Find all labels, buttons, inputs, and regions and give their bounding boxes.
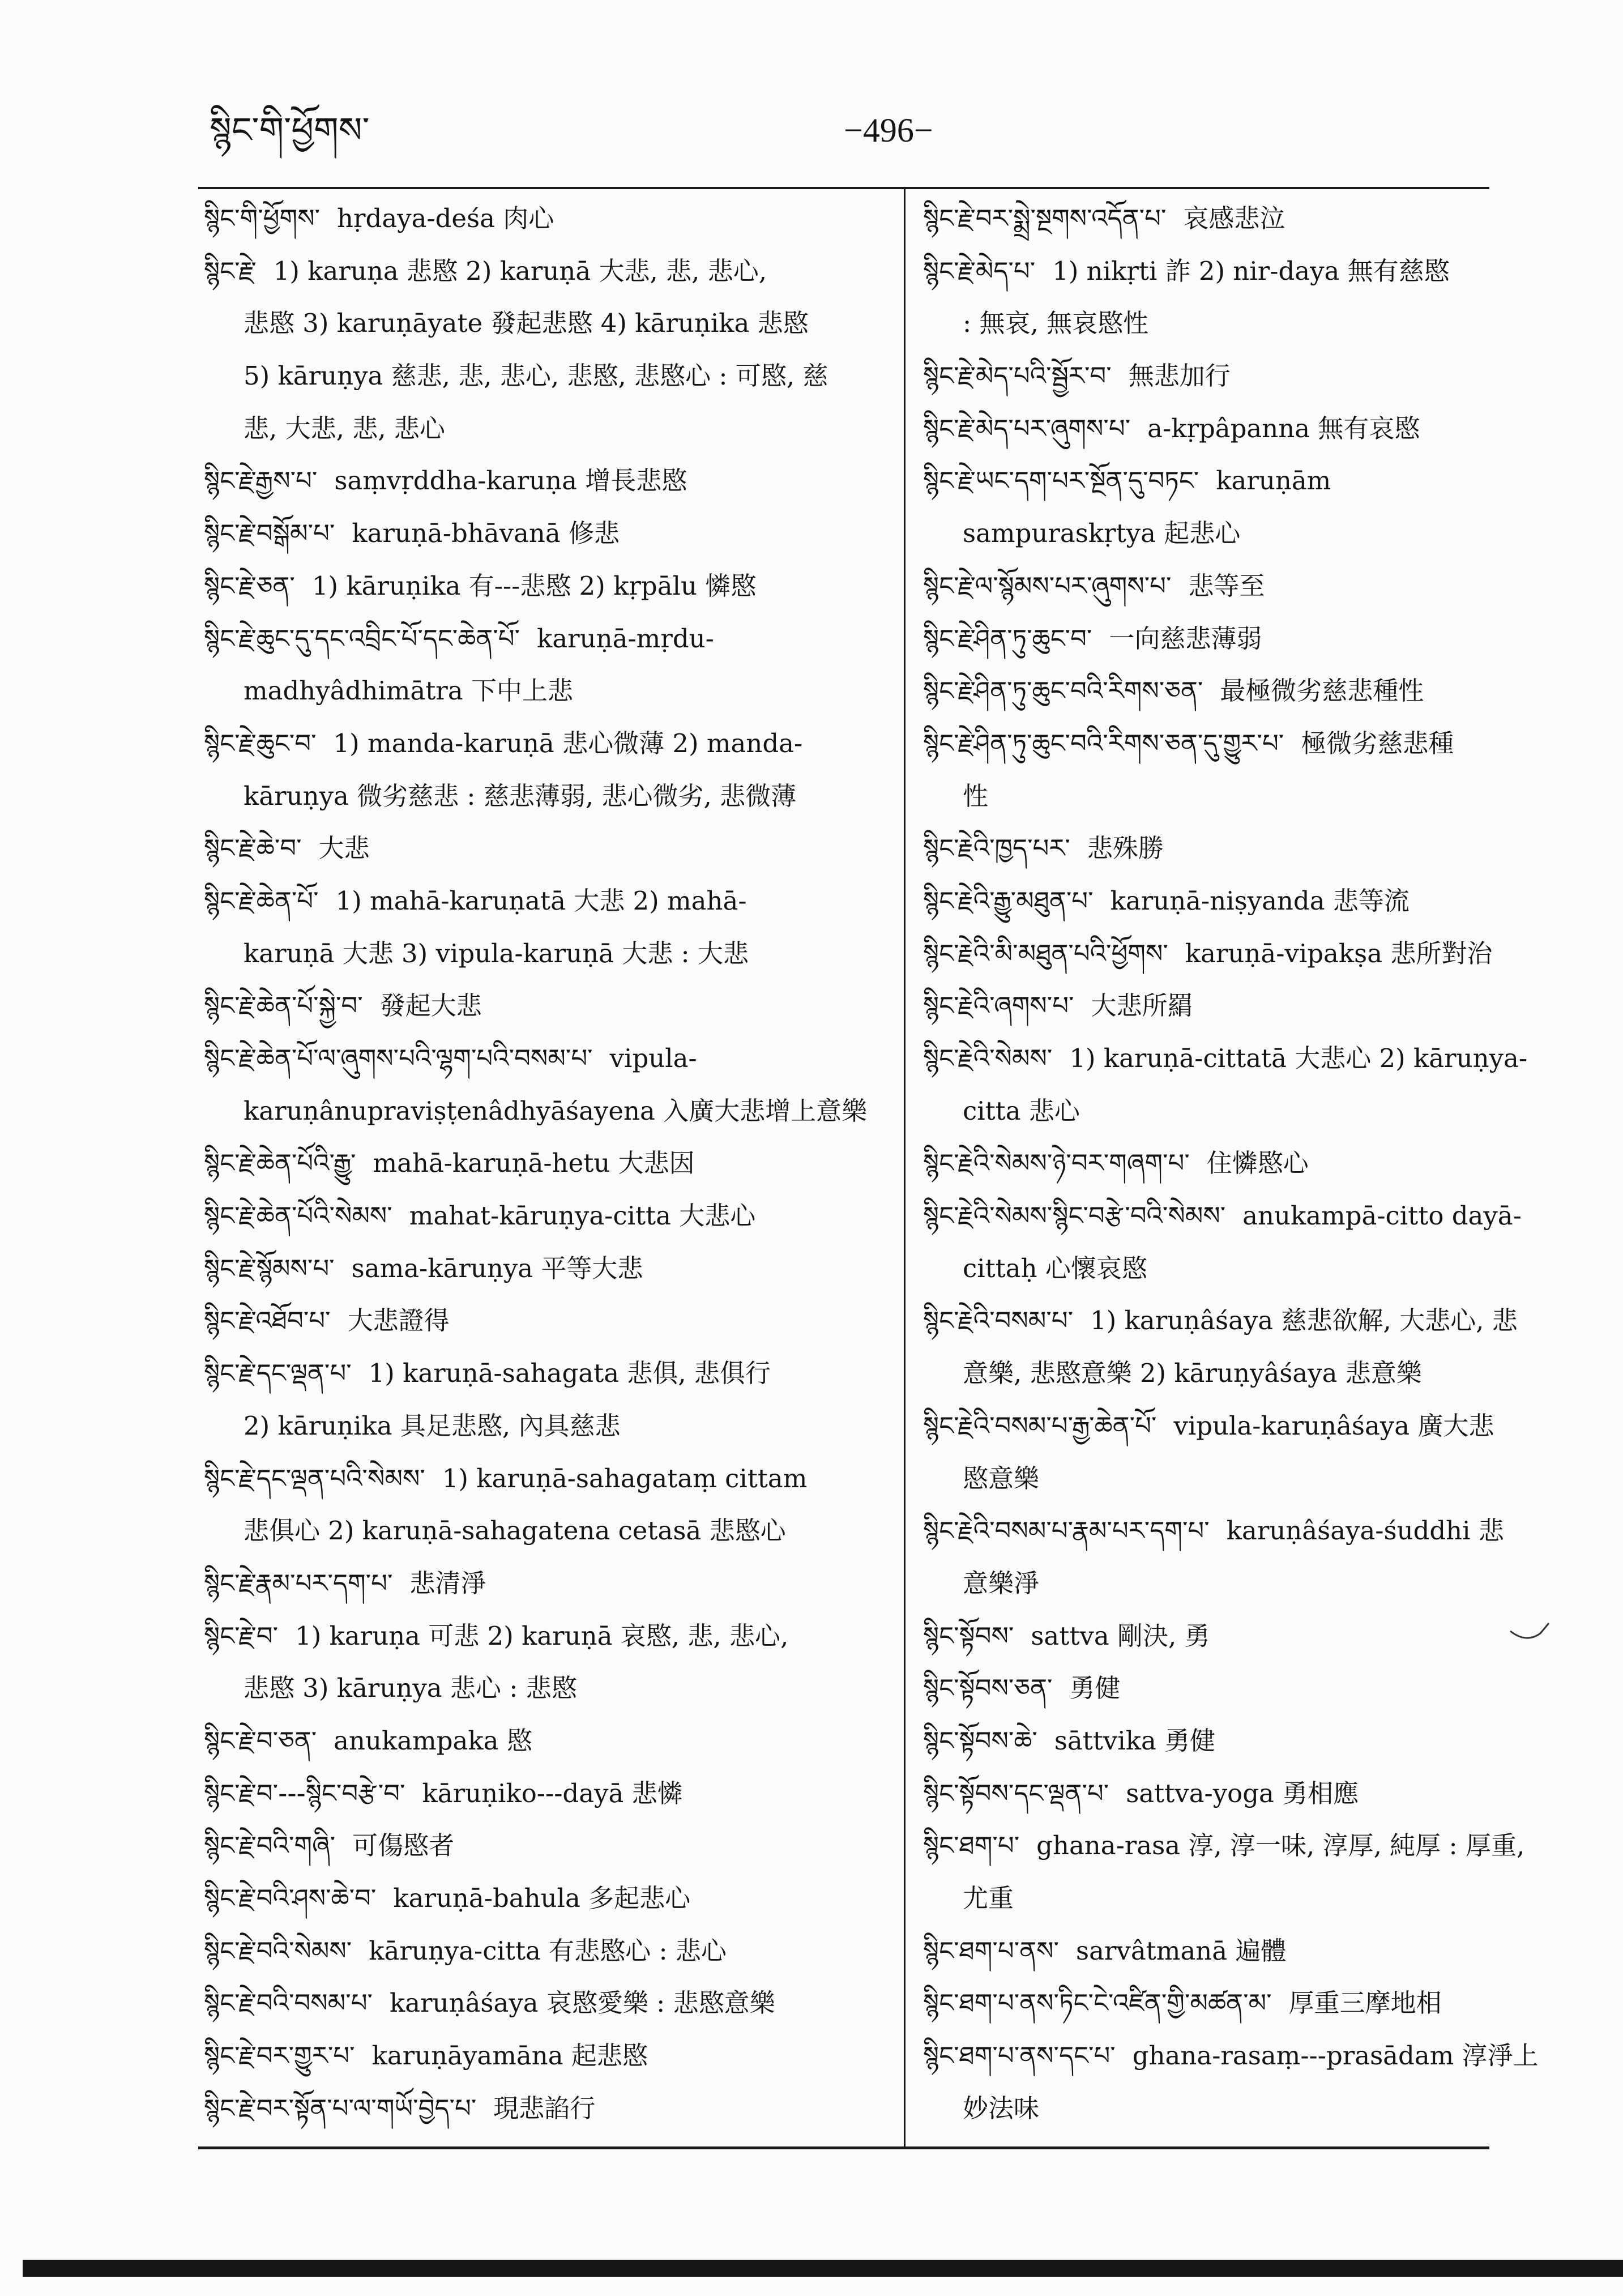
tibetan-headword: སྙིང་རྗེ་བ་---སྙིང་བརྩེ་བ་: [204, 1778, 405, 1808]
header-rule: [198, 187, 1489, 189]
entry-gloss: karuṇâśaya 哀愍愛樂 : 悲愍意樂: [390, 1988, 775, 2018]
entry-gloss: 1) kāruṇika 有---悲愍 2) kṛpālu 憐愍: [311, 570, 757, 601]
tibetan-headword: སྙིང་རྗེ་མེད་པའི་སྦྱོར་བ་: [923, 361, 1112, 391]
tibetan-headword: སྙིང་རྗེའི་མི་མཐུན་པའི་ཕྱོགས་: [923, 938, 1168, 968]
tibetan-headword: སྙིང་རྗེ་བར་སྨྲེ་སྔགས་འདོན་པ་: [923, 203, 1167, 233]
dictionary-entry: [204, 1137, 883, 1190]
dictionary-entry: [923, 1662, 1608, 1715]
dictionary-entry: [923, 455, 1608, 507]
entry-gloss: 悲殊勝: [1087, 833, 1164, 864]
tibetan-headword: སྙིང་རྗེ་དང་ལྡན་པ་: [204, 1358, 352, 1389]
dictionary-entry: [923, 1977, 1608, 2030]
entry-gloss: vipula-karuṇâśaya 廣大悲: [1173, 1410, 1494, 1441]
entry-gloss: 1) karuṇâśaya 慈悲欲解, 大悲心, 悲: [1090, 1305, 1518, 1336]
entry-gloss: 愍意樂: [963, 1463, 1040, 1493]
entry-gloss: hṛdaya-deśa 肉心: [337, 203, 554, 233]
entry-gloss: ghana-rasa 淳, 淳一味, 淳厚, 純厚 : 厚重,: [1036, 1830, 1525, 1861]
entry-gloss: 5) kāruṇya 慈悲, 悲, 悲心, 悲愍, 悲愍心 : 可愍, 慈: [244, 361, 828, 391]
entry-continuation: [204, 770, 883, 823]
tibetan-headword: སྙིང་རྗེ་ཅན་: [204, 570, 295, 601]
tibetan-headword: སྙིང་རྗེ་བསྒོམ་པ་: [204, 518, 335, 549]
dictionary-entry: [204, 560, 883, 613]
entry-gloss: 1) karuṇa 悲愍 2) karuṇā 大悲, 悲, 悲心,: [273, 255, 767, 286]
entry-continuation: [923, 1453, 1608, 1505]
entry-gloss: sattva 剛決, 勇: [1031, 1620, 1210, 1651]
tibetan-headword: སྙིང་རྗེ་བའི་བསམ་པ་: [204, 1988, 373, 2018]
dictionary-entry: [204, 980, 883, 1032]
entry-gloss: 悲, 大悲, 悲, 悲心: [244, 413, 445, 443]
tibetan-headword: སྙིང་རྗེ་རྒྱས་པ་: [204, 466, 318, 496]
entry-gloss: 大悲證得: [347, 1305, 450, 1336]
entry-gloss: 尤重: [963, 1883, 1014, 1913]
entry-gloss: 2) kāruṇika 具足悲愍, 內具慈悲: [244, 1410, 621, 1441]
entry-continuation: [204, 665, 883, 718]
dictionary-entry: [204, 1295, 883, 1347]
dictionary-entry: [204, 245, 883, 298]
dictionary-entry: [923, 1505, 1608, 1557]
entry-gloss: karuṇāyamāna 起悲愍: [371, 2041, 648, 2071]
entry-continuation: [923, 1872, 1608, 1925]
entry-gloss: cittaḥ 心懷哀愍: [963, 1253, 1147, 1283]
tibetan-headword: སྙིང་རྗེའི་ཞགས་པ་: [923, 991, 1074, 1021]
dictionary-entry: [204, 718, 883, 770]
entry-continuation: [204, 403, 883, 455]
tibetan-headword: སྙིང་རྗེ་འཐོབ་པ་: [204, 1305, 331, 1336]
dictionary-entry: [923, 980, 1608, 1032]
dictionary-entry: [923, 1137, 1608, 1190]
entry-gloss: 無悲加行: [1128, 361, 1231, 391]
entry-gloss: 悲等至: [1188, 570, 1265, 601]
dictionary-entry: [923, 1820, 1608, 1872]
dictionary-entry: [923, 2030, 1608, 2082]
entry-gloss: madhyâdhimātra 下中上悲: [244, 676, 573, 706]
dictionary-entry: [923, 560, 1608, 613]
entry-gloss: mahat-kāruṇya-citta 大悲心: [409, 1201, 756, 1231]
tibetan-headword: སྙིང་སྟོབས་ཆེ་: [923, 1725, 1037, 1756]
dictionary-entry: [204, 613, 883, 665]
right-column: [923, 193, 1608, 2135]
tibetan-headword: སྙིང་རྗེ་ཤིན་ཏུ་ཆུང་བའི་རིགས་ཅན་: [923, 676, 1203, 706]
tibetan-headword: སྙིང་སྟོབས་ཅན་: [923, 1673, 1053, 1704]
tibetan-headword: སྙིང་རྗེ་བའི་སེམས་: [204, 1935, 352, 1966]
dictionary-entry: [204, 193, 883, 245]
entry-gloss: 悲愍 3) karuṇāyate 發起悲愍 4) kāruṇika 悲愍: [244, 308, 809, 339]
dictionary-entry: [204, 1453, 883, 1505]
tibetan-headword: སྙིང་རྗེ་རྣམ་པར་དག་པ་: [204, 1568, 393, 1598]
dictionary-entry: [204, 1925, 883, 1978]
entry-gloss: karuṇâśaya-śuddhi 悲: [1226, 1516, 1504, 1546]
entry-gloss: 1) karuṇā-sahagata 悲俱, 悲俱行: [368, 1358, 771, 1389]
dictionary-entry: [204, 875, 883, 928]
entry-gloss: mahā-karuṇā-hetu 大悲因: [373, 1148, 695, 1179]
tibetan-headword: སྙིང་རྗེ་བའི་གཞི་: [204, 1830, 336, 1861]
tibetan-headword: སྙིང་རྗེ་དང་ལྡན་པའི་སེམས་: [204, 1463, 425, 1493]
entry-gloss: 哀感悲泣: [1183, 203, 1285, 233]
tibetan-headword: སྙིང་གི་ཕྱོགས་: [204, 203, 321, 233]
entry-gloss: anukampaka 愍: [334, 1725, 532, 1756]
dictionary-entry: [204, 1190, 883, 1243]
entry-continuation: [923, 507, 1608, 560]
tibetan-headword: སྙིང་རྗེ་ཆུང་བ་: [204, 728, 317, 758]
footer-rule: [198, 2146, 1489, 2149]
entry-gloss: karuṇā-vipakṣa 悲所對治: [1185, 938, 1493, 968]
dictionary-entry: [204, 1715, 883, 1768]
dictionary-entry: [923, 1190, 1608, 1243]
dictionary-entry: [204, 822, 883, 875]
entry-continuation: [923, 1243, 1608, 1295]
entry-gloss: karuṇânupraviṣṭenâdhyāśayena 入廣大悲增上意樂: [244, 1095, 868, 1126]
entry-gloss: 1) karuṇa 可悲 2) karuṇā 哀愍, 悲, 悲心,: [295, 1620, 789, 1651]
dictionary-entry: [204, 1977, 883, 2030]
entry-gloss: karuṇām: [1216, 466, 1331, 496]
entry-gloss: 性: [963, 780, 989, 811]
entry-gloss: karuṇā-mṛdu-: [537, 623, 714, 654]
entry-gloss: kāruṇiko---dayā 悲憐: [422, 1778, 683, 1808]
tibetan-headword: སྙིང་རྗེ་ཤིན་ཏུ་ཆུང་བའི་རིགས་ཅན་དུ་གྱུར་པ་: [923, 728, 1284, 758]
entry-gloss: vipula-: [609, 1043, 697, 1073]
tibetan-headword: སྙིང་རྗེ་ཆེན་པོའི་རྒྱུ་: [204, 1148, 356, 1179]
tibetan-headword: སྙིང་རྗེ་ལ་སྙོམས་པར་ཞུགས་པ་: [923, 570, 1172, 601]
dictionary-entry: [204, 1872, 883, 1925]
dictionary-entry: [204, 1557, 883, 1610]
entry-gloss: saṃvṛddha-karuṇa 增長悲愍: [334, 466, 687, 496]
tibetan-headword: སྙིང་རྗེ་བ་: [204, 1620, 279, 1651]
entry-gloss: 極微劣慈悲種: [1301, 728, 1454, 758]
tibetan-headword: སྙིང་ཐག་པ་ནས་ཏིང་ངེ་འཛིན་གྱི་མཚན་མ་: [923, 1988, 1272, 2018]
pencil-mark-icon: [1509, 1620, 1554, 1642]
dictionary-entry: [204, 1032, 883, 1085]
entry-gloss: 意樂, 悲愍意樂 2) kāruṇyâśaya 悲意樂: [963, 1358, 1422, 1389]
tibetan-headword: སྙིང་ཐག་པ་ནས་དང་པ་: [923, 2041, 1116, 2071]
dictionary-entry: [923, 403, 1608, 455]
entry-gloss: 大悲所羂: [1091, 991, 1193, 1021]
entry-gloss: kāruṇya 微劣慈悲 : 慈悲薄弱, 悲心微劣, 悲微薄: [244, 780, 797, 811]
dictionary-entry: [204, 1610, 883, 1663]
tibetan-headword: སྙིང་རྗེ་སྙོམས་པ་: [204, 1253, 335, 1283]
entry-gloss: karuṇā-niṣyanda 悲等流: [1110, 885, 1410, 916]
entry-gloss: 1) nikṛti 詐 2) nir-daya 無有慈愍: [1052, 255, 1450, 286]
tibetan-headword: སྙིང་རྗེ་བར་སྟོན་པ་ལ་གཡོ་བྱེད་པ་: [204, 2093, 477, 2123]
dictionary-entry: [923, 718, 1608, 770]
entry-gloss: sarvâtmanā 遍體: [1076, 1935, 1287, 1966]
entry-gloss: 發起大悲: [379, 991, 482, 1021]
entry-continuation: [923, 2082, 1608, 2135]
left-column: [204, 193, 883, 2135]
entry-gloss: a-kṛpâpanna 無有哀愍: [1147, 413, 1420, 443]
entry-gloss: 住憐愍心: [1206, 1148, 1309, 1179]
tibetan-headword: སྙིང་རྗེའི་སེམས་: [923, 1043, 1053, 1073]
tibetan-headword: སྙིང་རྗེ་: [204, 255, 257, 286]
tibetan-headword: སྙིང་རྗེ་མེད་པ་: [923, 255, 1036, 286]
tibetan-headword: སྙིང་རྗེའི་སེམས་ཉེ་བར་གཞག་པ་: [923, 1148, 1190, 1179]
entry-gloss: 妙法味: [963, 2093, 1040, 2123]
entry-continuation: [204, 1505, 883, 1557]
entry-gloss: 悲俱心 2) karuṇā-sahagatena cetasā 悲愍心: [244, 1516, 786, 1546]
entry-gloss: : 無哀, 無哀愍性: [963, 308, 1149, 339]
tibetan-headword: སྙིང་རྗེ་ཆེན་པོ་ལ་ཞུགས་པའི་ལྷག་པའི་བསམ་པ་: [204, 1043, 593, 1073]
dictionary-entry: [923, 875, 1608, 928]
entry-gloss: 悲清淨: [409, 1568, 486, 1598]
entry-gloss: citta 悲心: [963, 1095, 1080, 1126]
entry-gloss: karuṇā-bhāvanā 修悲: [352, 518, 620, 549]
entry-continuation: [923, 1347, 1608, 1400]
page-number: −496−: [844, 112, 933, 149]
dictionary-entry: [923, 665, 1608, 718]
dictionary-entry: [923, 1768, 1608, 1820]
entry-gloss: karuṇā 大悲 3) vipula-karuṇā 大悲 : 大悲: [244, 938, 749, 968]
entry-gloss: 最極微劣慈悲種性: [1220, 676, 1424, 706]
entry-continuation: [204, 1662, 883, 1715]
dictionary-entry: [923, 613, 1608, 665]
entry-gloss: 1) karuṇā-cittatā 大悲心 2) kāruṇya-: [1069, 1043, 1528, 1073]
dictionary-entry: [923, 822, 1608, 875]
entry-gloss: sampuraskṛtya 起悲心: [963, 518, 1241, 549]
entry-gloss: 厚重三摩地相: [1288, 1988, 1442, 2018]
tibetan-headword: སྙིང་རྗེའི་སེམས་སྙིང་བརྩེ་བའི་སེམས་: [923, 1201, 1226, 1231]
tibetan-headword: སྙིང་རྗེའི་བསམ་པ་: [923, 1305, 1074, 1336]
entry-continuation: [204, 1400, 883, 1453]
dictionary-entry: [204, 455, 883, 507]
tibetan-headword: སྙིང་རྗེ་བར་གྱུར་པ་: [204, 2041, 355, 2071]
entry-continuation: [204, 297, 883, 350]
entry-continuation: [204, 928, 883, 980]
tibetan-headword: སྙིང་རྗེའི་བསམ་པ་རྒྱ་ཆེན་པོ་: [923, 1410, 1157, 1441]
tibetan-headword: སྙིང་སྟོབས་: [923, 1620, 1014, 1651]
tibetan-headword: སྙིང་རྗེ་ཆེ་བ་: [204, 833, 302, 864]
entry-gloss: kāruṇya-citta 有悲愍心 : 悲心: [369, 1935, 727, 1966]
tibetan-headword: སྙིང་རྗེ་ཆུང་དུ་དང་འབྲིང་པོ་དང་ཆེན་པོ་: [204, 623, 520, 654]
dictionary-entry: [923, 1295, 1608, 1347]
tibetan-headword: སྙིང་རྗེ་ཤིན་ཏུ་ཆུང་བ་: [923, 623, 1092, 654]
entry-gloss: 大悲: [318, 833, 370, 864]
entry-gloss: 意樂淨: [963, 1568, 1040, 1598]
entry-gloss: anukampā-citto dayā-: [1242, 1201, 1522, 1231]
dictionary-entry: [923, 928, 1608, 980]
column-divider: [904, 189, 906, 2146]
entry-gloss: 1) manda-karuṇā 悲心微薄 2) manda-: [333, 728, 803, 758]
tibetan-headword: སྙིང་རྗེའི་ཁྱད་པར་: [923, 833, 1070, 864]
entry-gloss: karuṇā-bahula 多起悲心: [393, 1883, 691, 1913]
tibetan-headword: སྙིང་རྗེ་མེད་པར་ཞུགས་པ་: [923, 413, 1131, 443]
tibetan-headword: སྙིང་རྗེ་ཆེན་པོའི་སེམས་: [204, 1201, 392, 1231]
dictionary-entry: [923, 1032, 1608, 1085]
dictionary-entry: [923, 245, 1608, 298]
dictionary-entry: [923, 350, 1608, 403]
tibetan-headword: སྙིང་ཐག་པ་: [923, 1830, 1020, 1861]
entry-gloss: sāttvika 勇健: [1054, 1725, 1216, 1756]
entry-gloss: 1) karuṇā-sahagataṃ cittam: [442, 1463, 808, 1493]
entry-gloss: 勇健: [1069, 1673, 1121, 1704]
entry-continuation: [923, 770, 1608, 823]
tibetan-headword: སྙིང་རྗེ་ཆེན་པོ་: [204, 885, 319, 916]
tibetan-headword: སྙིང་རྗེ་བའི་ཤས་ཆེ་བ་: [204, 1883, 377, 1913]
tibetan-headword: སྙིང་རྗེའི་བསམ་པ་རྣམ་པར་དག་པ་: [923, 1516, 1210, 1546]
entry-gloss: 現悲諂行: [493, 2093, 596, 2123]
entry-continuation: [204, 1085, 883, 1138]
dictionary-entry: [204, 1347, 883, 1400]
entry-gloss: sama-kāruṇya 平等大悲: [351, 1253, 643, 1283]
entry-continuation: [923, 1557, 1608, 1610]
dictionary-entry: [204, 1768, 883, 1820]
dictionary-entry: [204, 1243, 883, 1295]
entry-gloss: ghana-rasaṃ---prasādam 淳淨上: [1132, 2041, 1539, 2071]
tibetan-headword: སྙིང་རྗེ་ཡང་དག་པར་སྔོན་དུ་བཏང་: [923, 466, 1199, 496]
dictionary-entry: [204, 507, 883, 560]
dictionary-entry: [923, 1715, 1608, 1768]
tibetan-headword: སྙིང་རྗེའི་རྒྱུ་མཐུན་པ་: [923, 885, 1094, 916]
dictionary-entry: [923, 1400, 1608, 1453]
dictionary-entry: [923, 1925, 1608, 1978]
dictionary-entry: [923, 193, 1608, 245]
tibetan-headword: སྙིང་རྗེ་བ་ཅན་: [204, 1725, 317, 1756]
scan-edge-band: [23, 2260, 1623, 2277]
entry-gloss: 悲愍 3) kāruṇya 悲心 : 悲愍: [244, 1673, 577, 1704]
dictionary-entry: [204, 1820, 883, 1872]
dictionary-entry: [923, 1610, 1608, 1663]
entry-continuation: [204, 350, 883, 403]
entry-gloss: 一向慈悲薄弱: [1109, 623, 1262, 654]
tibetan-headword: སྙིང་སྟོབས་དང་ལྡན་པ་: [923, 1778, 1109, 1808]
dictionary-entry: [204, 2082, 883, 2135]
tibetan-headword: སྙིང་རྗེ་ཆེན་པོ་སྐྱེ་བ་: [204, 991, 363, 1021]
entry-continuation: [923, 1085, 1608, 1138]
entry-gloss: sattva-yoga 勇相應: [1126, 1778, 1359, 1808]
dictionary-entry: [204, 2030, 883, 2082]
entry-continuation: [923, 297, 1608, 350]
entry-gloss: 可傷愍者: [352, 1830, 455, 1861]
entry-gloss: 1) mahā-karuṇatā 大悲 2) mahā-: [335, 885, 747, 916]
running-head-tibetan: སྙིང་གི་ཕྱོགས་: [210, 109, 370, 151]
tibetan-headword: སྙིང་ཐག་པ་ནས་: [923, 1935, 1059, 1966]
